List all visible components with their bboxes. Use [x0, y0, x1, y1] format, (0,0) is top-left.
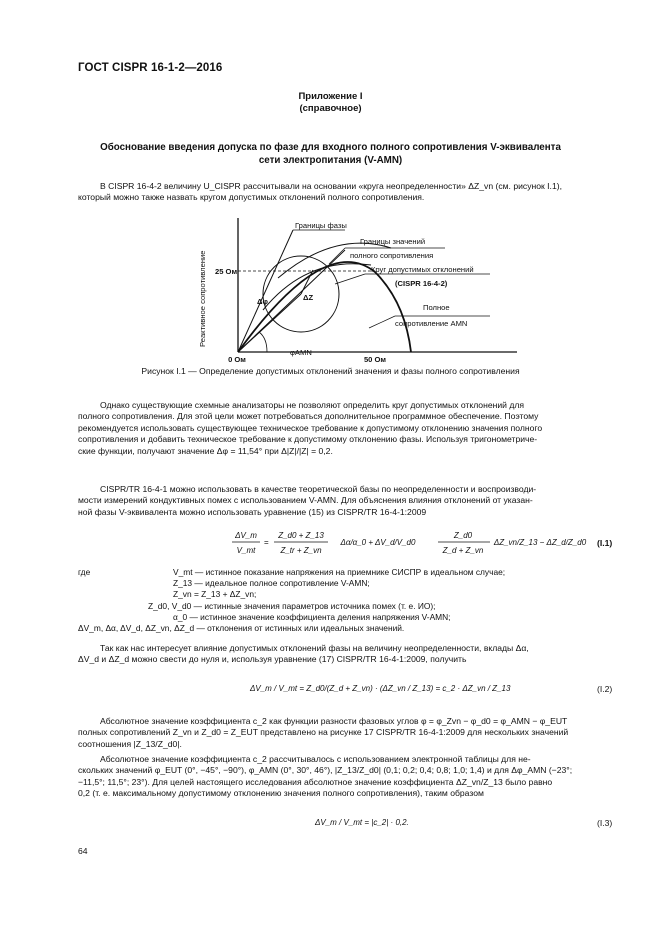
definition-deltas: ΔV_m, Δα, ΔV_d, ΔZ_vn, ΔZ_d — отклонения от истинных или идеальных значений. [78, 623, 405, 633]
paragraph-cispr [78, 484, 613, 518]
p6-line1: Абсолютное значение коэффициента c_2 рассчитывалось с использованием электронной таблицы для не- [100, 754, 531, 764]
equation-i2: ΔV_m / V_mt = Z_d0/(Z_d + Z_vn) · (ΔZ_vn / Z_13) = c_2 · ΔZ_vn / Z_13 [250, 684, 511, 693]
p2-line5: ские функции, получают значение Δφ = 11,54° при Δ|Z|/|Z| = 0,2. [78, 445, 333, 456]
p6-line3: −11,5°; 11,5°; 23°). Для целей настоящего исследования абсолютное значение коэффициента ΔZ_vn/Z_13 было равно [78, 776, 553, 787]
paragraph-phase-influence [78, 643, 613, 666]
eq1-f2-num: Z_d0 [453, 531, 473, 540]
y-axis-label: Реактивное сопротивление [198, 250, 207, 347]
label-delta-z: ΔZ [303, 293, 314, 302]
equation-i3: ΔV_m / V_mt = |c_2| · 0,2. [315, 818, 409, 827]
p2-line3: рекомендуется использовать существующее техническое требование к допустимому отклонению значения полного [78, 422, 543, 433]
p3-line2: мости измерений кондуктивных помех с использованием V-AMN. Для объяснения влияния отклонений от указан- [78, 495, 533, 506]
paragraph-analyzers [78, 400, 613, 457]
eq3-number: (I.3) [597, 818, 613, 828]
appendix-type: (справочное) [299, 103, 362, 114]
phi-arc [259, 332, 267, 352]
p6-line4: 0,2 (т. е. максимальному допустимому отклонению значения полного сопротивления), таким образом [78, 788, 484, 799]
section-title-line1: Обоснование введения допуска по фазе для входного полного сопротивления V-эквивалента [100, 142, 561, 153]
definition-zd0: Z_d0, V_d0 — истинные значения параметров источника помех (т. е. ИО); [148, 601, 436, 611]
definition-alpha0: α_0 — истинное значение коэффициента деления напряжения V-AMN; [173, 612, 451, 622]
label-impedance-limits-2: полного сопротивления [350, 251, 434, 260]
intro-paragraph [78, 181, 613, 204]
section-title-line2: сети электропитания (V-AMN) [258, 155, 403, 166]
label-phase-limits: Границы фазы [295, 221, 347, 230]
eq1-f2-den: Z_d + Z_vn [442, 546, 484, 555]
eq1-inner: Δα/α_0 + ΔV_d/V_d0 [340, 538, 416, 547]
appendix-title: Приложение I [298, 91, 363, 102]
p5-line2: полных сопротивлений Z_vn и Z_d0 = Z_EUT представлено на рисунке 17 CISPR/TR 16-4-1:2009 для нескольких значений [78, 727, 569, 738]
p2-line4: сопротивления и добавить техническое требование к допустимому отклонению фазы. Используя тригонометриче- [78, 434, 538, 445]
intro-line2: который можно также назвать кругом допустимых отклонений полного сопротивления. [78, 192, 425, 203]
document-header: ГОСТ CISPR 16-1-2—2016 [78, 62, 223, 74]
x-tick-label: 50 Ом [363, 355, 387, 362]
p3-line3: ной фазы V-эквивалента можно использовать уравнение (15) из CISPR/TR 16-4-1:2009 [78, 506, 427, 517]
where-label: где [78, 567, 91, 577]
eq1-f1-num: Z_d0 + Z_13 [278, 531, 324, 540]
eq1-lhs-den: V_mt [236, 546, 256, 555]
paragraph-c2 [78, 716, 613, 750]
intro-line1: В CISPR 16-4-2 величину U_CISPR рассчитывали на основании «круга неопределенности» ΔZ_vn (см. рисунок I.1), [100, 181, 562, 191]
label-circle-1: Круг допустимых отклонений [371, 265, 474, 274]
figure-caption: Рисунок I.1 — Определение допустимых отклонений значения и фазы полного сопротивления [141, 366, 520, 376]
definitions [78, 567, 618, 647]
p5-line1: Абсолютное значение коэффициента c_2 как функции разности фазовых углов φ = φ_Zvn − φ_d0 = φ_AMN − φ_EUT [100, 716, 568, 726]
eq1-equals: = [264, 538, 269, 547]
p3-line1: CISPR/TR 16-4-1 можно использовать в качестве теоретической базы по неопределенности и воспроизводи- [100, 484, 537, 494]
leader-circle [335, 274, 365, 284]
paragraph-spreadsheet [78, 754, 613, 800]
y-tick-label: 25 Ом [215, 267, 238, 276]
definition-z13: Z_13 — идеальное полное сопротивление V-AMN; [173, 578, 370, 588]
label-delta-phi: Δφ [257, 297, 268, 306]
eq1-f1-den: Z_tr + Z_vn [280, 546, 322, 555]
p2-line1: Однако существующие схемные анализаторы не позволяют определить круг допустимых отклонений для [100, 400, 525, 410]
label-impedance-limits-1: Границы значений [360, 237, 426, 246]
section-title [0, 141, 661, 167]
p2-line2: полного сопротивления. Для этой цели может потребоваться дополнительное программное обеспечение. Поэтому [78, 411, 539, 422]
leader-full [369, 316, 395, 328]
p5-line3: соотношения |Z_13/Z_d0|. [78, 738, 182, 749]
eq1-number: (I.1) [597, 538, 613, 548]
phase-limit-upper [238, 230, 293, 352]
appendix-heading [0, 91, 661, 115]
p6-line2: скольких значений φ_EUT (0°, −45°, −90°), φ_AMN (0°, 30°, 46°), |Z_13/Z_d0| (0,1; 0,2; 0,4; 0,8; 1,0; 1,4) и для Δφ_AMN (−23°; [78, 765, 573, 776]
impedance-figure [195, 212, 525, 362]
definition-vmt: V_mt — истинное показание напряжения на приемнике СИСПР в идеальном случае; [173, 567, 506, 577]
label-circle-2: (CISPR 16-4-2) [395, 279, 448, 288]
definition-zvn: Z_vn = Z_13 + ΔZ_vn; [173, 589, 257, 599]
x-origin-label: 0 Ом [228, 355, 246, 362]
eq1-inner2: ΔZ_vn/Z_13 − ΔZ_d/Z_d0 [493, 538, 587, 547]
label-phi-amn: φAMN [290, 348, 312, 357]
p4-line1: Так как нас интересует влияние допустимых отклонений фазы на величину неопределенности, вклады Δα, [100, 643, 529, 653]
eq2-number: (I.2) [597, 684, 613, 694]
eq1-lhs-num: ΔV_m [235, 531, 257, 540]
page-number: 64 [78, 846, 88, 856]
equation-i1 [228, 526, 618, 560]
label-full-1: Полное [423, 303, 450, 312]
p4-line2: ΔV_d и ΔZ_d можно свести до нуля и, используя уравнение (17) CISPR/TR 16-4-1:2009, получить [78, 654, 467, 665]
label-full-2: сопротивление AMN [395, 319, 468, 328]
